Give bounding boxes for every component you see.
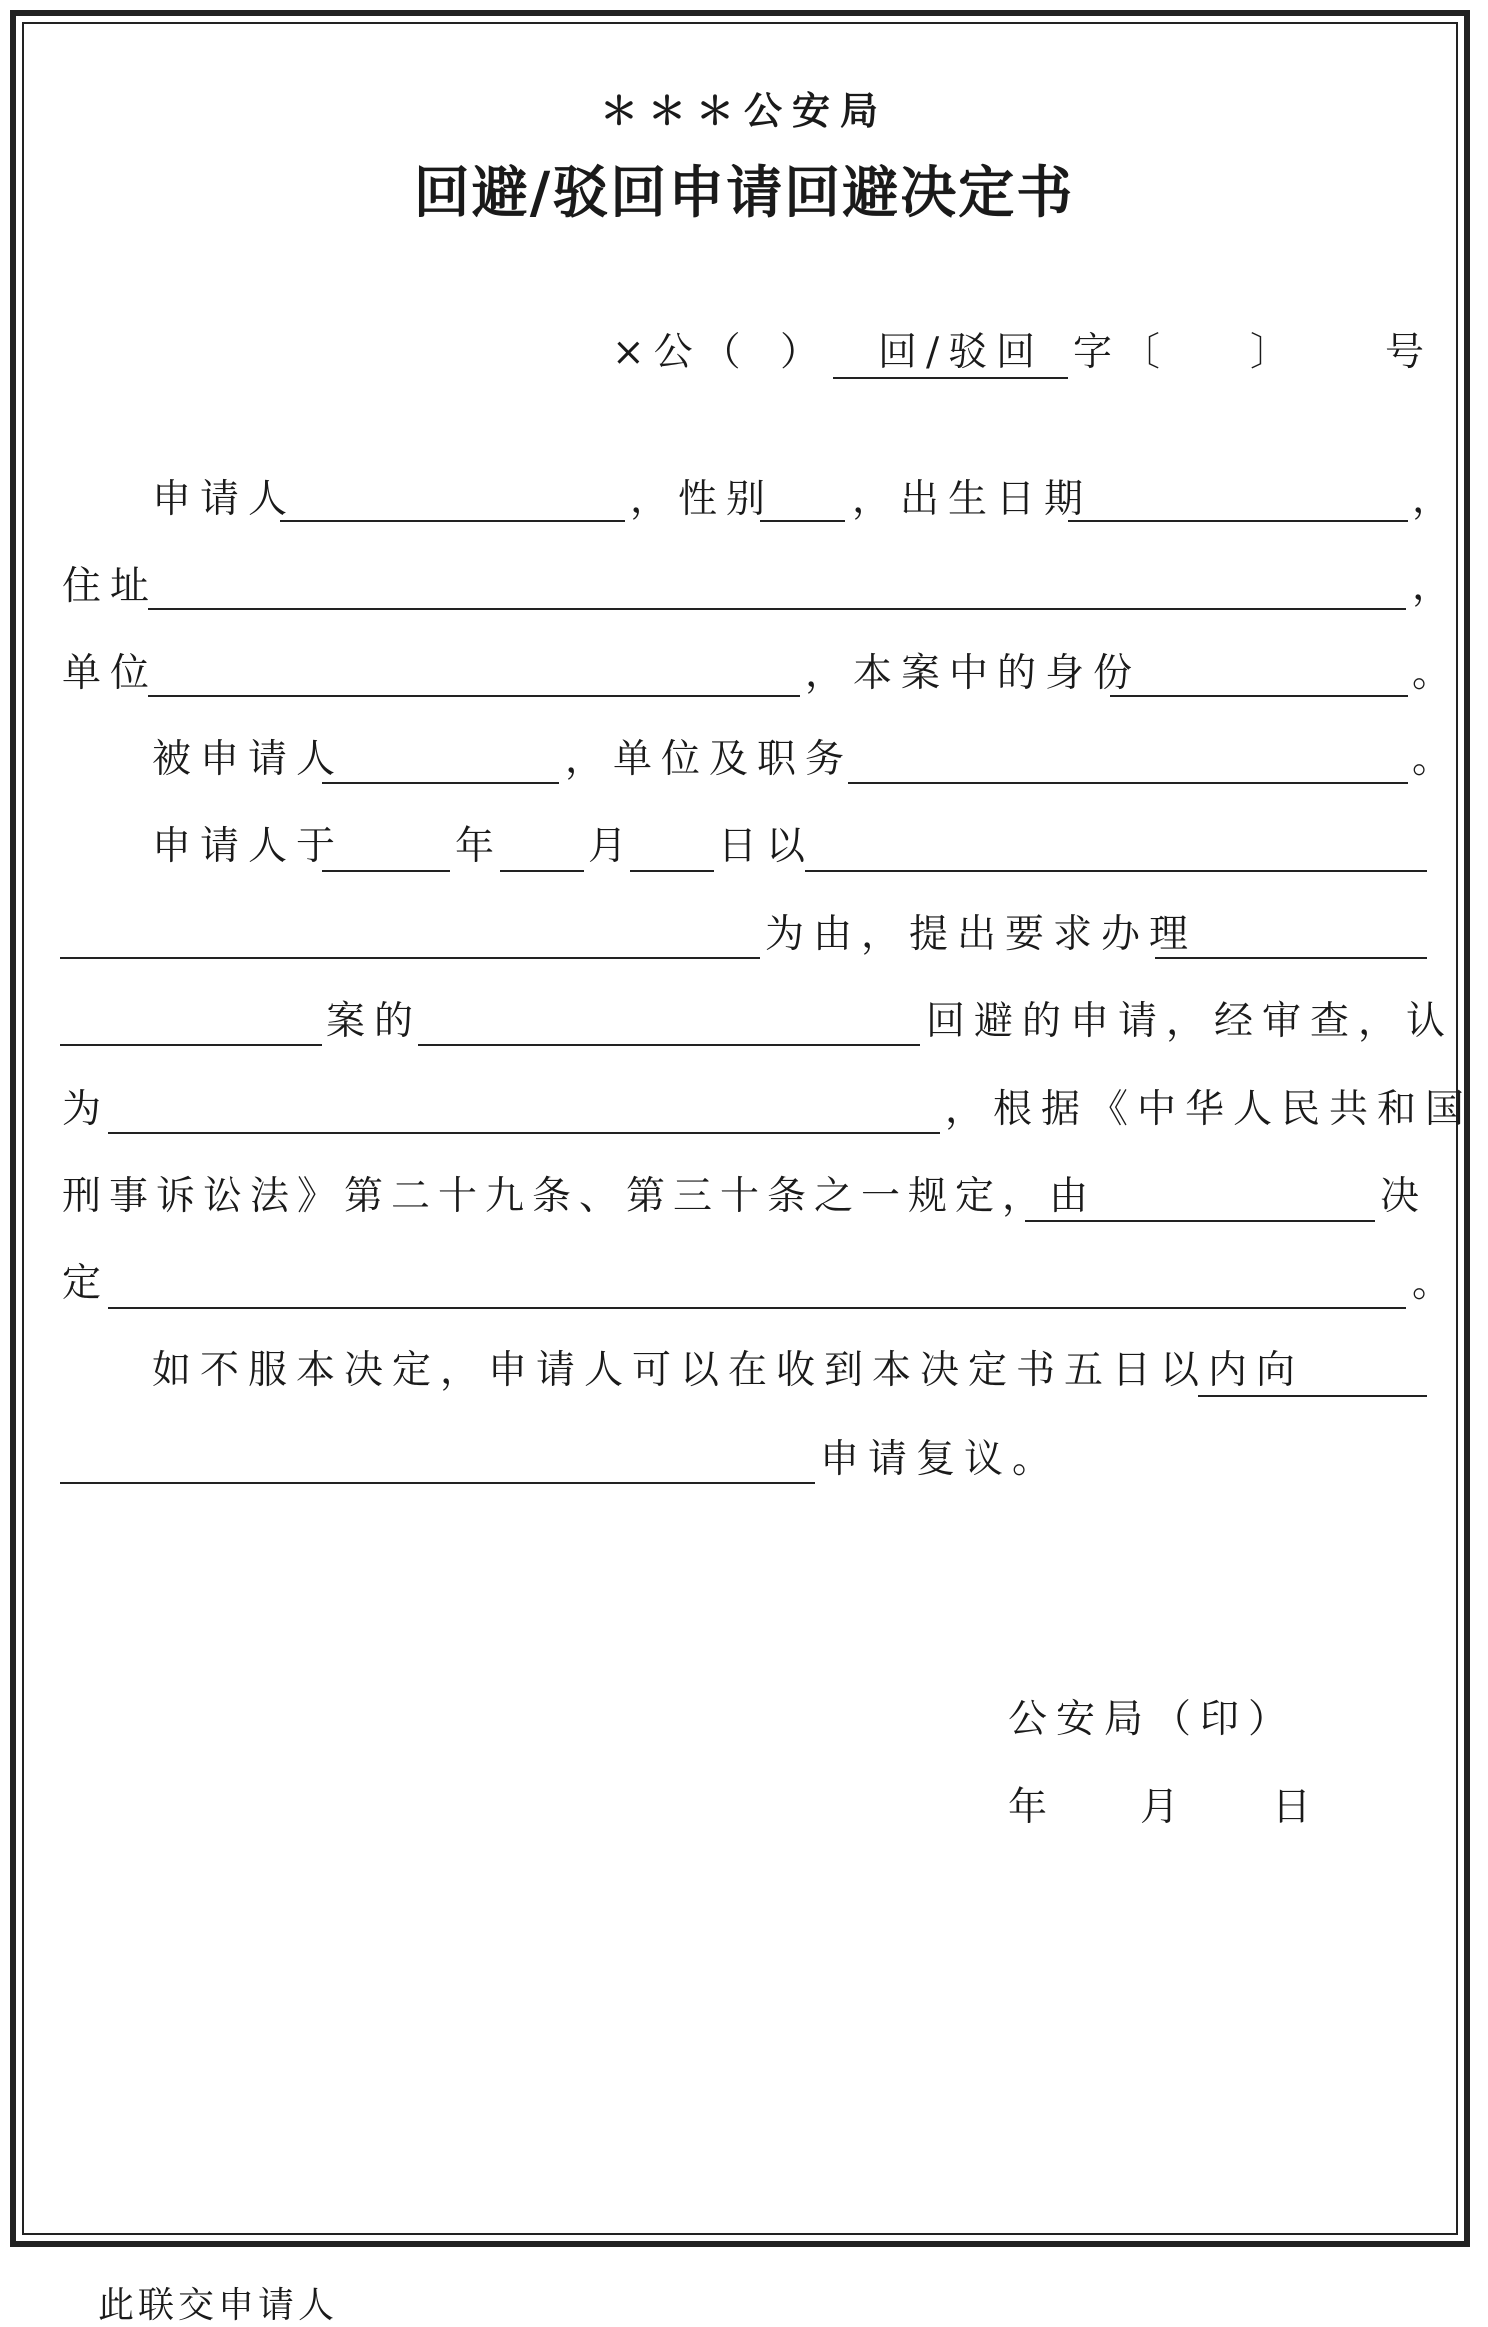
applicant-name-blank[interactable] bbox=[280, 520, 625, 522]
label-applicant-on: 申请人于 bbox=[152, 824, 345, 869]
reason-blank-2[interactable] bbox=[60, 957, 760, 959]
label-birth-date: ，出生日期 bbox=[852, 477, 1093, 522]
address-blank[interactable] bbox=[148, 608, 1406, 610]
label-according: ，根据《中华人民共和国 bbox=[945, 1087, 1474, 1132]
label-avoid-application: 回避的申请，经审查，认 bbox=[926, 999, 1455, 1044]
case-name-blank-2[interactable] bbox=[60, 1044, 322, 1046]
label-decide: 决 bbox=[1380, 1174, 1429, 1219]
label-law-reference: 刑事诉讼法》第二十九条、第三十条之一规定，由 bbox=[62, 1174, 1097, 1219]
signature-month: 月 bbox=[1140, 1785, 1189, 1830]
reason-blank-1[interactable] bbox=[805, 870, 1427, 872]
birth-date-blank[interactable] bbox=[1068, 520, 1408, 522]
label-review: 申请复议。 bbox=[820, 1437, 1061, 1482]
label-applicant: 申请人 bbox=[152, 477, 297, 522]
copy-note: 此联交申请人 bbox=[98, 2285, 339, 2326]
agency-name: ＊＊＊公安局 bbox=[599, 88, 888, 133]
case-name-blank-1[interactable] bbox=[1155, 957, 1427, 959]
punct-period-3: 。 bbox=[1412, 1261, 1461, 1306]
label-case-identity: ，本案中的身份 bbox=[805, 651, 1142, 696]
unit-blank[interactable] bbox=[148, 695, 800, 697]
doc-number-prefix: ×公（ bbox=[612, 330, 750, 375]
label-appeal: 如不服本决定，申请人可以在收到本决定书五日以内向 bbox=[152, 1348, 1305, 1393]
label-wei: 为 bbox=[62, 1087, 111, 1132]
label-respondent: 被申请人 bbox=[152, 737, 345, 782]
label-unit-position: ，单位及职务 bbox=[565, 737, 854, 782]
label-day-by: 日以 bbox=[718, 824, 815, 869]
year-blank[interactable] bbox=[322, 870, 450, 872]
doc-number-close-paren: ） bbox=[780, 330, 829, 375]
punct-comma-1: ， bbox=[1412, 477, 1461, 522]
punct-period-2: 。 bbox=[1412, 737, 1461, 782]
doc-number-type-underline bbox=[833, 377, 1068, 379]
label-year: 年 bbox=[455, 824, 504, 869]
month-blank[interactable] bbox=[500, 870, 584, 872]
review-agency-blank-1[interactable] bbox=[1198, 1395, 1427, 1397]
case-identity-blank[interactable] bbox=[1110, 695, 1408, 697]
finding-blank[interactable] bbox=[108, 1132, 940, 1134]
doc-number-zi: 字〔 bbox=[1073, 330, 1170, 375]
document-title: 回避/驳回申请回避决定书 bbox=[413, 160, 1075, 226]
label-reason: 为由，提出要求办理 bbox=[765, 912, 1198, 957]
decider-blank[interactable] bbox=[1025, 1220, 1375, 1222]
label-address: 住址 bbox=[62, 564, 159, 609]
unit-position-blank[interactable] bbox=[848, 782, 1408, 784]
decision-blank[interactable] bbox=[108, 1307, 1406, 1309]
label-case-of: 案的 bbox=[326, 999, 423, 1044]
punct-period-1: 。 bbox=[1412, 651, 1461, 696]
label-ding: 定 bbox=[62, 1261, 111, 1306]
label-month: 月 bbox=[588, 824, 637, 869]
signature-year: 年 bbox=[1008, 1785, 1057, 1830]
respondent-blank[interactable] bbox=[322, 782, 559, 784]
gender-blank[interactable] bbox=[760, 520, 845, 522]
label-unit: 单位 bbox=[62, 651, 159, 696]
doc-number-close-bracket: 〕 bbox=[1250, 330, 1299, 375]
punct-comma-2: ， bbox=[1412, 564, 1461, 609]
label-gender: ，性别 bbox=[630, 477, 775, 522]
review-agency-blank-2[interactable] bbox=[60, 1482, 815, 1484]
avoid-person-blank[interactable] bbox=[418, 1044, 920, 1046]
doc-number-hao: 号 bbox=[1385, 330, 1434, 375]
day-blank[interactable] bbox=[630, 870, 714, 872]
signature-day: 日 bbox=[1272, 1785, 1321, 1830]
doc-number-type: 回/驳回 bbox=[878, 330, 1045, 375]
seal-agency: 公安局（印） bbox=[1008, 1697, 1297, 1742]
